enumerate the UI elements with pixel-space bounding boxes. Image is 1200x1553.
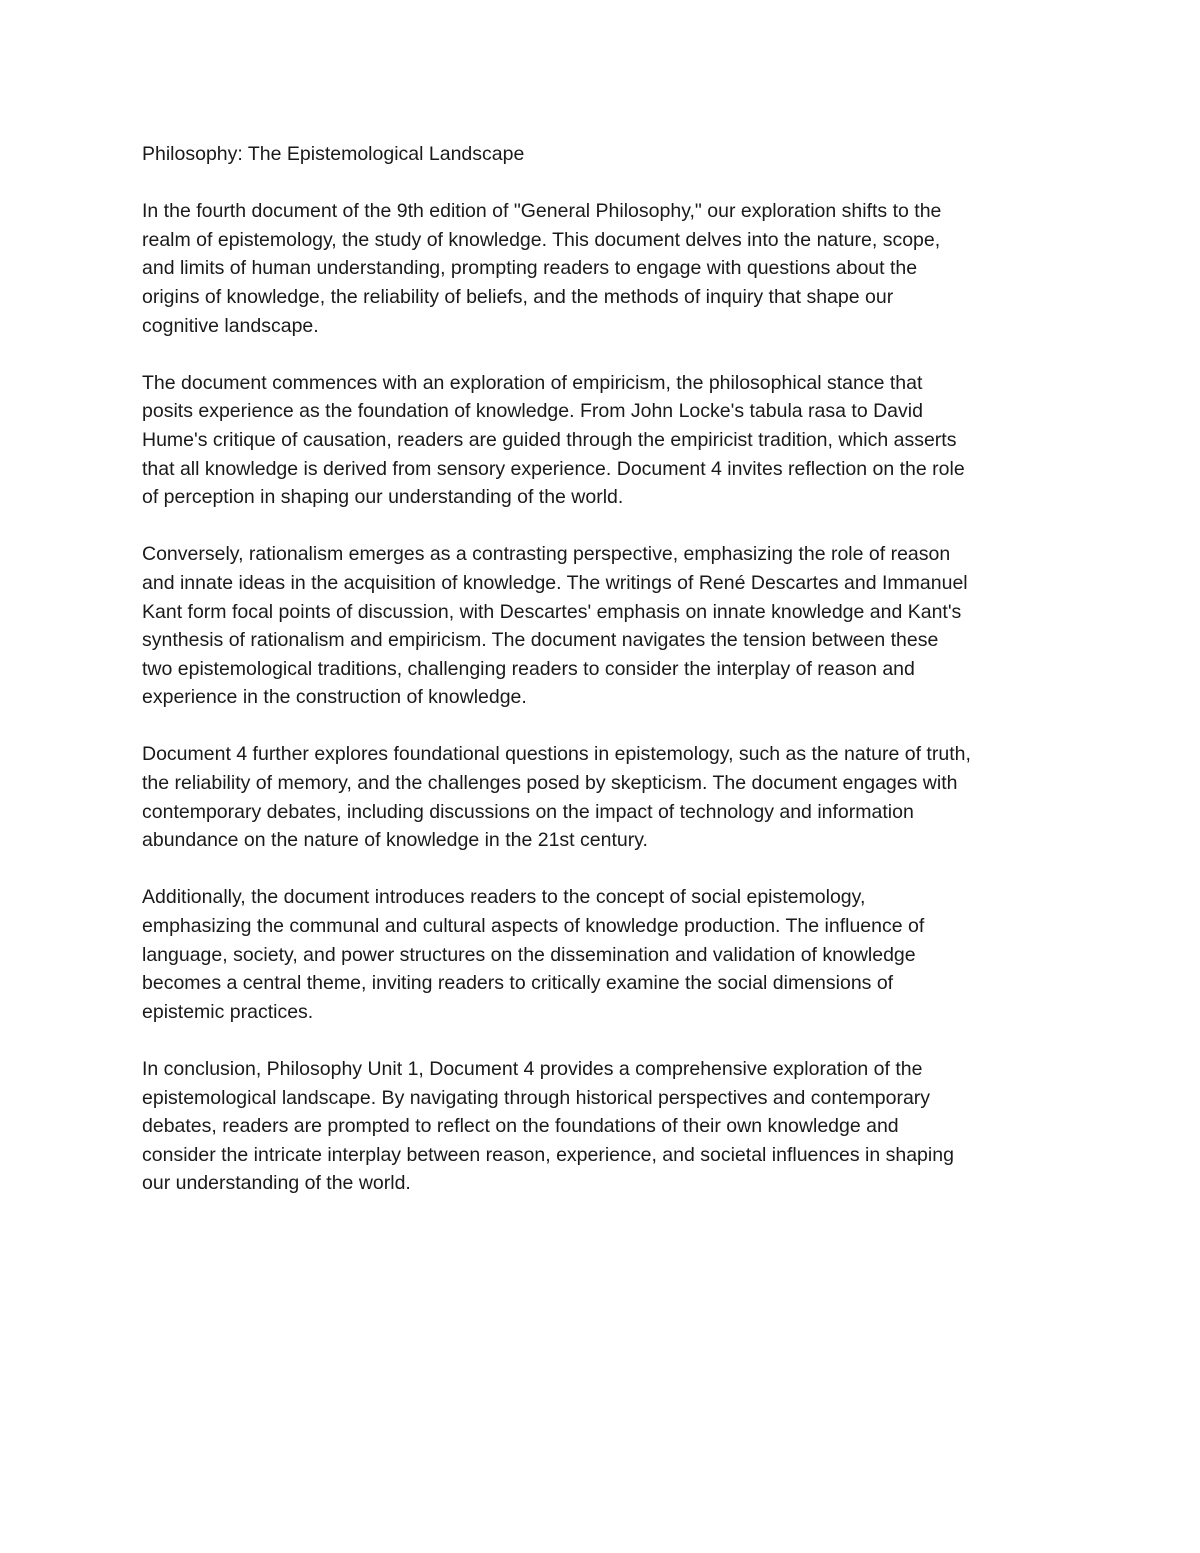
paragraph-social-epistemology: Additionally, the document introduces readers to the concept of social epistemology, emphasizing the communal and cultural aspects of knowledge production. The influence of language, society, and power structures on the dissemination and validation of knowledge becomes a central theme, inviting readers to critically examine the social dimensions of epistemic practices. (142, 886, 925, 1023)
paragraph-foundational-questions: Document 4 further explores foundational questions in epistemology, such as the nature of truth, the reliability of memory, and the challenges posed by skepticism. The document engages with contemporary debates, including discussions on the impact of technology and information abundance on the nature of knowledge in the 21st century. (142, 743, 971, 852)
paragraph-empiricism: The document commences with an exploration of empiricism, the philosophical stance that posits experience as the foundation of knowledge. From John Locke's tabula rasa to David Hume's critique of causation, readers are guided through the empiricist tradition, which asserts that all knowledge is derived from sensory experience. Document 4 invites reflection on the role of perception in shaping our understanding of the world. (142, 371, 965, 509)
paragraph-conclusion: In conclusion, Philosophy Unit 1, Document 4 provides a comprehensive exploration of the epistemological landscape. By navigating through historical perspectives and contemporary debates, readers are prompted to reflect on the foundations of their own knowledge and consider the intricate interplay between reason, experience, and societal influences in shaping our understanding of the world. (142, 1058, 954, 1195)
paragraph-intro: In the fourth document of the 9th edition of "General Philosophy," our exploration shifts to the realm of epistemology, the study of knowledge. This document delves into the nature, scope, and limits of human understanding, prompting readers to engage with questions about the origins of knowledge, the reliability of beliefs, and the methods of inquiry that shape our cognitive landscape. (142, 200, 942, 337)
paragraph-rationalism: Conversely, rationalism emerges as a contrasting perspective, emphasizing the role of reason and innate ideas in the acquisition of knowledge. The writings of René Descartes and Immanuel Kant form focal points of discussion, with Descartes' emphasis on innate knowledge and Kant's synthesis of rationalism and empiricism. The document navigates the tension between these two epistemological traditions, challenging readers to consider the interplay of reason and experience in the construction of knowledge. (142, 543, 968, 709)
document-title: Philosophy: The Epistemological Landscape (142, 143, 525, 165)
document-body (142, 140, 1062, 1227)
